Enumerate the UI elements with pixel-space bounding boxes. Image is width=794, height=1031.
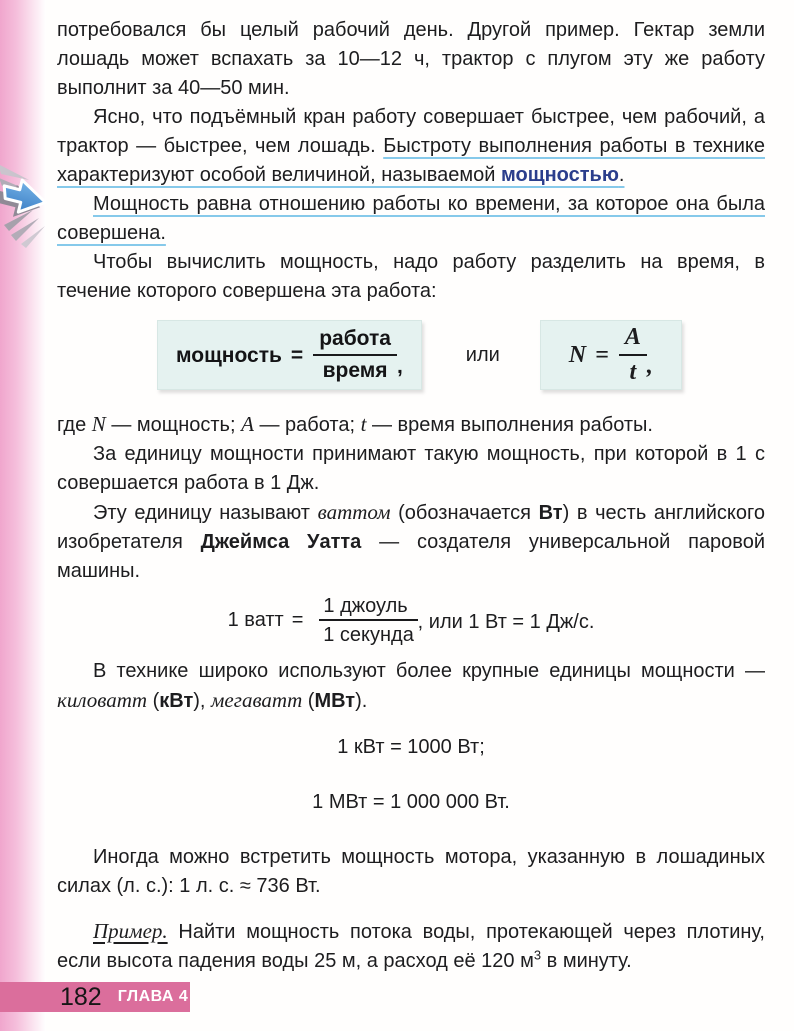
equals-sign: = xyxy=(290,343,304,367)
crane-underlined-body: Быстроту выполнения работы в технике характеризуют особой величиной, называемой xyxy=(57,135,765,186)
paragraph-crane xyxy=(57,103,765,190)
crane-lead-text: Ясно, что подъёмный кран работу совершает быстрее, чем рабочий, а трактор — быстрее, чем лошадь. xyxy=(57,106,765,157)
work-over-time-fraction xyxy=(313,327,397,382)
where-text: — время выполнения работы. xyxy=(366,414,653,436)
page-number: 182 xyxy=(60,982,102,1011)
paragraph-howto: Чтобы вычислить мощность, надо работу разделить на время, в течение которого совершена эта работа: xyxy=(57,251,765,302)
units-text: ), xyxy=(193,689,212,712)
fraction-denominator: t xyxy=(629,359,637,385)
power-formula-row xyxy=(57,320,765,390)
a-over-t-fraction xyxy=(619,324,647,386)
units-text: В технике широко используют более крупные единицы мощности — xyxy=(93,659,765,682)
footer-bar xyxy=(0,982,190,1012)
page-content xyxy=(57,16,765,976)
example-label: Пример. xyxy=(93,918,168,943)
variable-t: t xyxy=(360,412,367,436)
speed-line xyxy=(0,164,29,180)
example-tail: в минуту. xyxy=(541,949,632,972)
megawatt-equation: 1 МВт = 1 000 000 Вт. xyxy=(312,790,510,813)
units-text: ( xyxy=(147,689,160,712)
kilowatt-equation: 1 кВт = 1000 Вт; xyxy=(337,735,485,758)
or-connector: или xyxy=(465,343,500,366)
fraction-numerator: 1 джоуль xyxy=(319,595,417,621)
watt-text: (обозначается xyxy=(390,502,539,524)
joule-over-second-fraction xyxy=(319,595,417,647)
watt-definition-formula xyxy=(57,595,765,647)
fraction-numerator: работа xyxy=(313,327,397,356)
equals-sign: = xyxy=(595,341,609,368)
watt-italic: ваттом xyxy=(317,500,391,524)
variable-N: N xyxy=(91,412,106,436)
paragraph-intro: потребовался бы целый рабочий день. Другой пример. Гектар земли лошадь может вспахать за 10—12 ч, трактор с плугом эту же работу выполнит за 40—50 мин. xyxy=(57,19,765,99)
formula-lhs-symbol: N xyxy=(568,341,587,368)
fraction-denominator: 1 секунда xyxy=(323,624,414,647)
paragraph-watt-name xyxy=(57,498,765,586)
comma: , xyxy=(646,352,653,379)
cubic-superscript: 3 xyxy=(533,947,542,963)
paragraph-definition xyxy=(57,190,765,248)
example-body: Найти мощность потока воды, протекающей через плотину, если высота падения воды 25 м, а расход её 120 м xyxy=(57,920,765,972)
term-moshchnost: мощностью xyxy=(500,164,619,186)
variable-A: A xyxy=(241,412,254,436)
kilowatt-symbol: кВт xyxy=(159,689,194,712)
megawatt-symbol: МВт xyxy=(314,689,356,712)
watt-text: ) в честь английского изобретателя xyxy=(57,502,765,553)
fraction-numerator: A xyxy=(619,324,647,356)
fraction-denominator: время xyxy=(322,359,388,382)
where-text: — мощность; xyxy=(105,414,242,436)
comma: , xyxy=(396,354,403,378)
chapter-label: ГЛАВА 4 xyxy=(117,988,189,1005)
kilowatt-italic: киловатт xyxy=(57,687,148,712)
definition-underlined-text: Мощность равна отношению работы ко времени, за которое она была совершена. xyxy=(57,193,765,244)
paragraph-horsepower: Иногда можно встретить мощность мотора, указанную в лошадиных силах (л. с.): 1 л. с. ≈ 736 Вт. xyxy=(57,845,765,897)
power-formula-symbols-box xyxy=(540,320,682,390)
units-text: ). xyxy=(355,689,368,712)
watt-lhs: 1 ватт xyxy=(227,609,284,632)
crane-tail: . xyxy=(618,164,625,186)
megawatt-italic: мегаватт xyxy=(211,687,303,712)
power-formula-words-box xyxy=(157,320,422,390)
james-watt-name: Джеймса Уатта xyxy=(200,531,362,553)
paragraph-large-units xyxy=(57,657,765,716)
where-text: — работа; xyxy=(253,414,361,436)
paragraph-where xyxy=(57,410,765,440)
watt-symbol: Вт xyxy=(538,502,563,524)
watt-equivalence-text: , или 1 Вт = 1 Дж/с. xyxy=(417,611,595,634)
paragraph-example xyxy=(57,917,765,976)
watt-text: — создателя универсальной паровой машины. xyxy=(57,531,765,582)
formula-lhs: мощность xyxy=(176,343,282,367)
where-text: где xyxy=(57,414,92,436)
units-text: ( xyxy=(302,689,315,712)
paragraph-unit: За единицу мощности принимают такую мощность, при которой в 1 с совершается работа в 1 Дж. xyxy=(57,443,765,494)
important-note-arrow-icon xyxy=(0,146,62,256)
watt-text: Эту единицу называют xyxy=(93,502,318,524)
equals-sign: = xyxy=(291,609,304,632)
